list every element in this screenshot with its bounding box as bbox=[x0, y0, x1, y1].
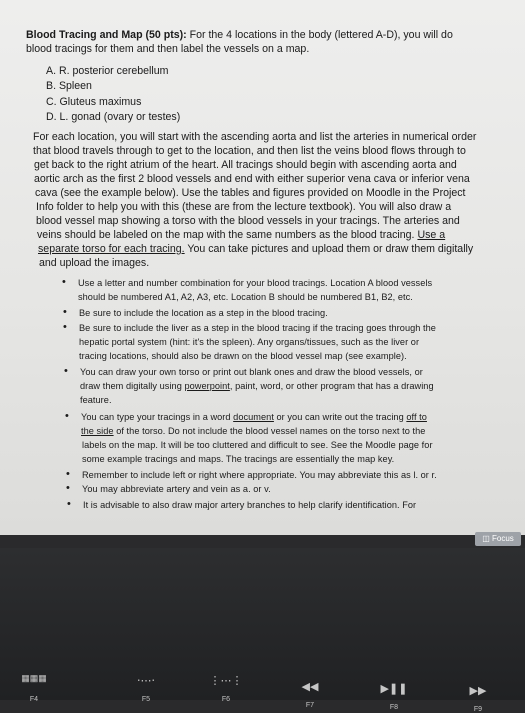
bullet-text: some example tracings and maps. The tracings are essentially the map key. bbox=[82, 454, 395, 464]
paragraph-line: aortic arch as the first 2 blood vessels and end with either superior vena cava or inferior vena bbox=[34, 173, 470, 185]
bullet-text: It is advisable to also draw major artery branches to help clarify identification. For bbox=[83, 500, 417, 510]
paragraph-line bbox=[38, 243, 473, 256]
bullet-text bbox=[81, 411, 427, 424]
key-label: F6 bbox=[221, 696, 231, 703]
paragraph-line: blood vessel map showing a torso with the blood vessels in your tracings. The arteries and bbox=[36, 215, 460, 227]
rewind-icon: ◀◀ bbox=[301, 681, 319, 693]
bullet-glyph: • bbox=[67, 498, 71, 510]
bullet-text: labels on the map. It will be too cluttered and difficult to see. See the Moodle page for bbox=[82, 440, 433, 450]
focus-icon: ◫ bbox=[482, 534, 490, 543]
location-d: D. L. gonad (ovary or testes) bbox=[46, 111, 181, 123]
key-label: F9 bbox=[473, 706, 483, 713]
bullet-text: Use a letter and number combination for your blood tracings. Location A blood vessels bbox=[78, 278, 433, 288]
bullet-text-part: You can type your tracings in a word bbox=[81, 412, 234, 422]
location-a: A. R. posterior cerebellum bbox=[46, 65, 169, 77]
key-label: F8 bbox=[389, 704, 399, 711]
bullet-glyph: • bbox=[66, 482, 70, 494]
key-label: F5 bbox=[141, 696, 151, 703]
bullet-text: Remember to include left or right where appropriate. You may abbreviate this as l. or r. bbox=[82, 470, 437, 480]
bullet-text: tracing locations, should also be drawn on the blood vessel map (see example). bbox=[79, 351, 407, 361]
powerpoint-underlined: powerpoint bbox=[184, 381, 230, 391]
key-f8[interactable] bbox=[374, 682, 414, 711]
off-to-underlined: off to bbox=[406, 412, 427, 422]
fast-forward-icon: ▶▶ bbox=[469, 685, 487, 697]
keyboard-function-row bbox=[0, 548, 525, 713]
key-f7[interactable] bbox=[290, 680, 330, 709]
bullet-text: Be sure to include the location as a step in the blood tracing. bbox=[79, 308, 328, 318]
separate-torso-underlined: separate torso for each tracing. bbox=[38, 243, 185, 255]
bullet-glyph: • bbox=[62, 276, 66, 288]
paragraph-line: and upload the images. bbox=[39, 257, 150, 269]
bullet-text bbox=[80, 380, 434, 393]
focus-button[interactable] bbox=[475, 532, 521, 546]
paragraph-line: cava (see the example below). Use the tables and figures provided on Moodle in the Project bbox=[35, 187, 466, 199]
paragraph-line: For each location, you will start with the ascending aorta and list the arteries in numerical order bbox=[33, 131, 477, 143]
use-a-underlined: Use a bbox=[417, 229, 446, 241]
focus-label: Focus bbox=[492, 534, 514, 543]
paragraph-line bbox=[37, 229, 445, 242]
bullet-text-part: of the torso. Do not include the blood vessel names on the torso next to the bbox=[113, 426, 426, 436]
assignment-title bbox=[26, 29, 453, 42]
play-pause-icon: ▶❚❚ bbox=[380, 683, 408, 695]
paragraph-line: get back to the right atrium of the heart. All tracings should begin with ascending aorta and bbox=[34, 159, 457, 171]
bullet-text-part: draw them digitally using bbox=[80, 381, 185, 391]
location-b: B. Spleen bbox=[46, 80, 92, 92]
key-label: F4 bbox=[29, 696, 39, 703]
key-label: F7 bbox=[305, 702, 315, 709]
paragraph-line: that blood travels through to get to the location, and then list the veins blood flows through to bbox=[33, 145, 466, 157]
document-underlined: document bbox=[233, 412, 274, 422]
launchpad-grid-icon: ▦▦▦ bbox=[21, 673, 47, 683]
keyboard-backlight-down-icon: ⋅⋯⋅ bbox=[137, 675, 155, 687]
key-f6[interactable] bbox=[206, 674, 246, 703]
paragraph-text: veins should be labeled on the map with the same numbers as the blood tracing. bbox=[37, 229, 415, 241]
title-rest: For the 4 locations in the body (lettered A-D), you will do bbox=[186, 29, 453, 41]
key-f9[interactable] bbox=[458, 684, 498, 713]
paragraph-line: Info folder to help you with this (these are from the lecture textbook). You will also draw a bbox=[36, 201, 452, 213]
location-c: C. Gluteus maximus bbox=[46, 96, 142, 108]
bullet-text-part: or you can write out the tracing bbox=[273, 412, 407, 422]
title-line-2: blood tracings for them and then label the vessels on a map. bbox=[26, 43, 310, 55]
bullet-glyph: • bbox=[63, 321, 67, 333]
key-f5[interactable] bbox=[126, 674, 166, 703]
bullet-text: Be sure to include the liver as a step in the blood tracing if the tracing goes through the bbox=[79, 323, 436, 333]
bullet-glyph: • bbox=[66, 468, 70, 480]
bullet-text bbox=[81, 425, 425, 438]
bullet-text: You can draw your own torso or print out blank ones and draw the blood vessels, or bbox=[80, 367, 423, 377]
the-side-underlined: the side bbox=[81, 426, 114, 436]
title-bold: Blood Tracing and Map (50 pts): bbox=[26, 29, 187, 41]
bullet-text: You may abbreviate artery and vein as a. or v. bbox=[82, 484, 271, 494]
paragraph-text: You can take pictures and upload them or draw them digitally bbox=[184, 243, 474, 255]
bullet-glyph: • bbox=[63, 306, 67, 318]
bullet-text: feature. bbox=[80, 395, 112, 405]
keyboard-backlight-up-icon: ⋮⋯⋮ bbox=[209, 675, 243, 687]
bullet-glyph: • bbox=[64, 365, 68, 377]
bullet-glyph: • bbox=[65, 410, 69, 422]
key-f4[interactable] bbox=[14, 674, 54, 703]
bullet-text: hepatic portal system (hint: it's the spleen). Any organs/tissues, such as the liver or bbox=[79, 337, 420, 347]
bullet-text-part: , paint, word, or other program that has a drawing bbox=[229, 381, 434, 391]
bullet-text: should be numbered A1, A2, A3, etc. Location B should be numbered B1, B2, etc. bbox=[78, 292, 413, 302]
